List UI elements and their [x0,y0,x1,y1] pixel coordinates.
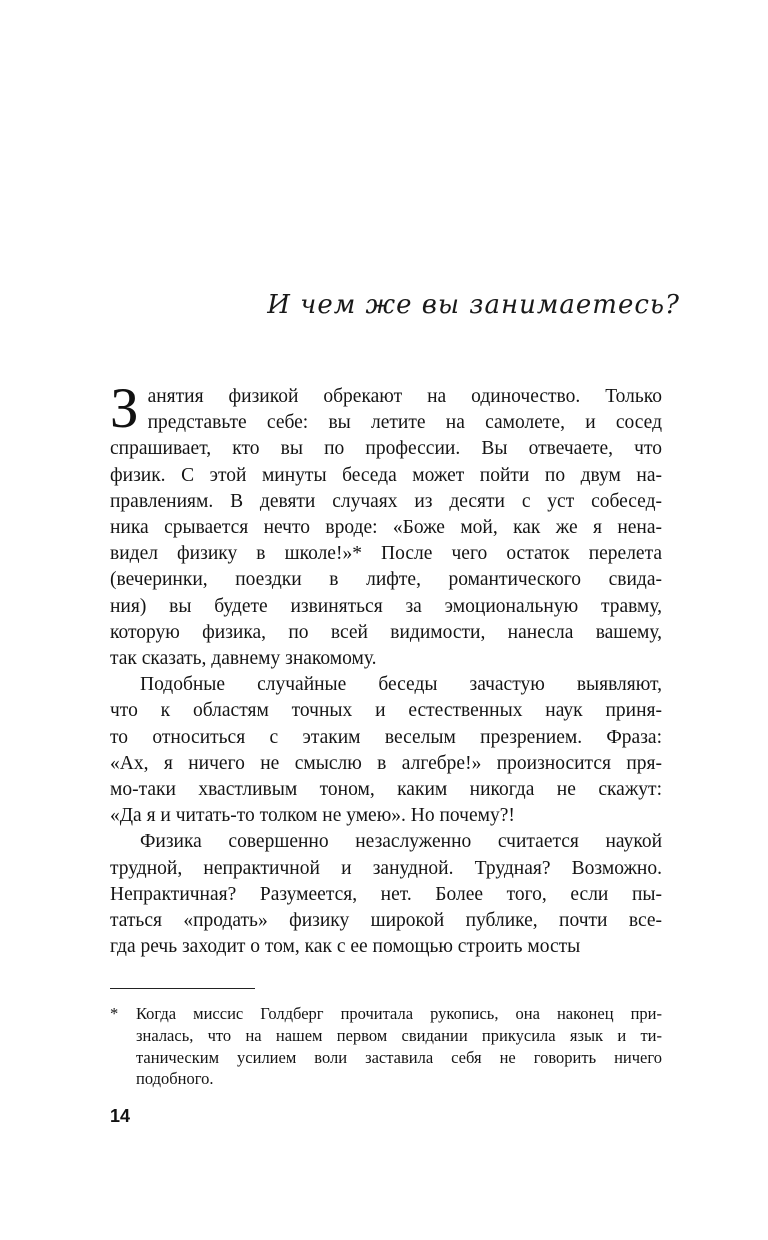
text-line: гда речь заходит о том, как с ее помощью строить мосты [110,936,581,958]
text-line: «Ах, я ничего не смыслю в алгебре!» произносится пря- [110,752,662,774]
paragraph-3-lines [110,829,662,960]
text-line: физик. С этой минуты беседа может пойти по двум на- [110,464,662,486]
page-number: 14 [110,1106,131,1126]
footnote-divider [110,988,255,989]
text-line: «Да я и читать-то толком не умею». Но почему?! [110,805,515,827]
drop-cap: З [110,377,139,440]
text-line: Физика совершенно незаслуженно считается наукой [140,831,662,853]
text-line: представьте себе: вы летите на самолете, и сосед [147,412,662,434]
text-line: Непрактичная? Разумеется, нет. Более того, если пы- [110,883,662,905]
body-text [110,377,662,960]
paragraph-2-lines [110,672,662,829]
text-line: которую физика, по всей видимости, нанесла вашему, [110,621,662,643]
text-line: Когда миссис Голдберг прочитала рукопись, она наконец при- [136,1004,662,1023]
text-line: так сказать, давнему знакомому. [110,648,377,670]
text-line: подобного. [136,1069,214,1089]
text-line: зналась, что на нашем первом свидании прикусила язык и ти- [136,1025,662,1045]
footnote-lines [136,1003,662,1090]
paragraph-2 [110,672,662,829]
footnote [110,988,662,1090]
chapter-header-handwritten: И чем же вы занимаетесь? [267,290,680,320]
paragraph-1-lines [110,377,662,672]
text-line: (вечеринки, поездки в лифте, романтического свида- [110,569,662,591]
paragraph-3 [110,829,662,960]
paragraph-1 [110,377,662,672]
text-line: Подобные случайные беседы зачастую выявляют, [140,674,662,696]
footnote-marker: * [110,1004,119,1023]
text-line: видел физику в школе!»* После чего остаток перелета [110,543,662,565]
text-line: мо-таки хвастливым тоном, каким никогда не скажут: [110,779,662,801]
text-line: ния) вы будете извиняться за эмоциональную травму, [110,595,662,617]
text-line: то относиться с этаким веселым презрением. Фраза: [110,726,662,748]
footnote-body [110,1003,662,1090]
text-line: спрашивает, кто вы по профессии. Вы отвечаете, что [110,438,662,460]
text-line: что к областям точных и естественных наук приня- [110,700,662,722]
text-line: правлениям. В девяти случаях из десяти с уст собесед- [110,490,662,512]
text-line: таться «продать» физику широкой публике, почти все- [110,910,662,932]
text-line: таническим усилием воли заставила себя не говорить ничего [136,1047,662,1067]
text-line: анятия физикой обрекают на одиночество. Только [147,386,662,407]
text-line: ника срывается нечто вроде: «Боже мой, как же я нена- [110,517,662,539]
text-line: трудной, непрактичной и занудной. Трудная? Возможно. [110,857,662,879]
